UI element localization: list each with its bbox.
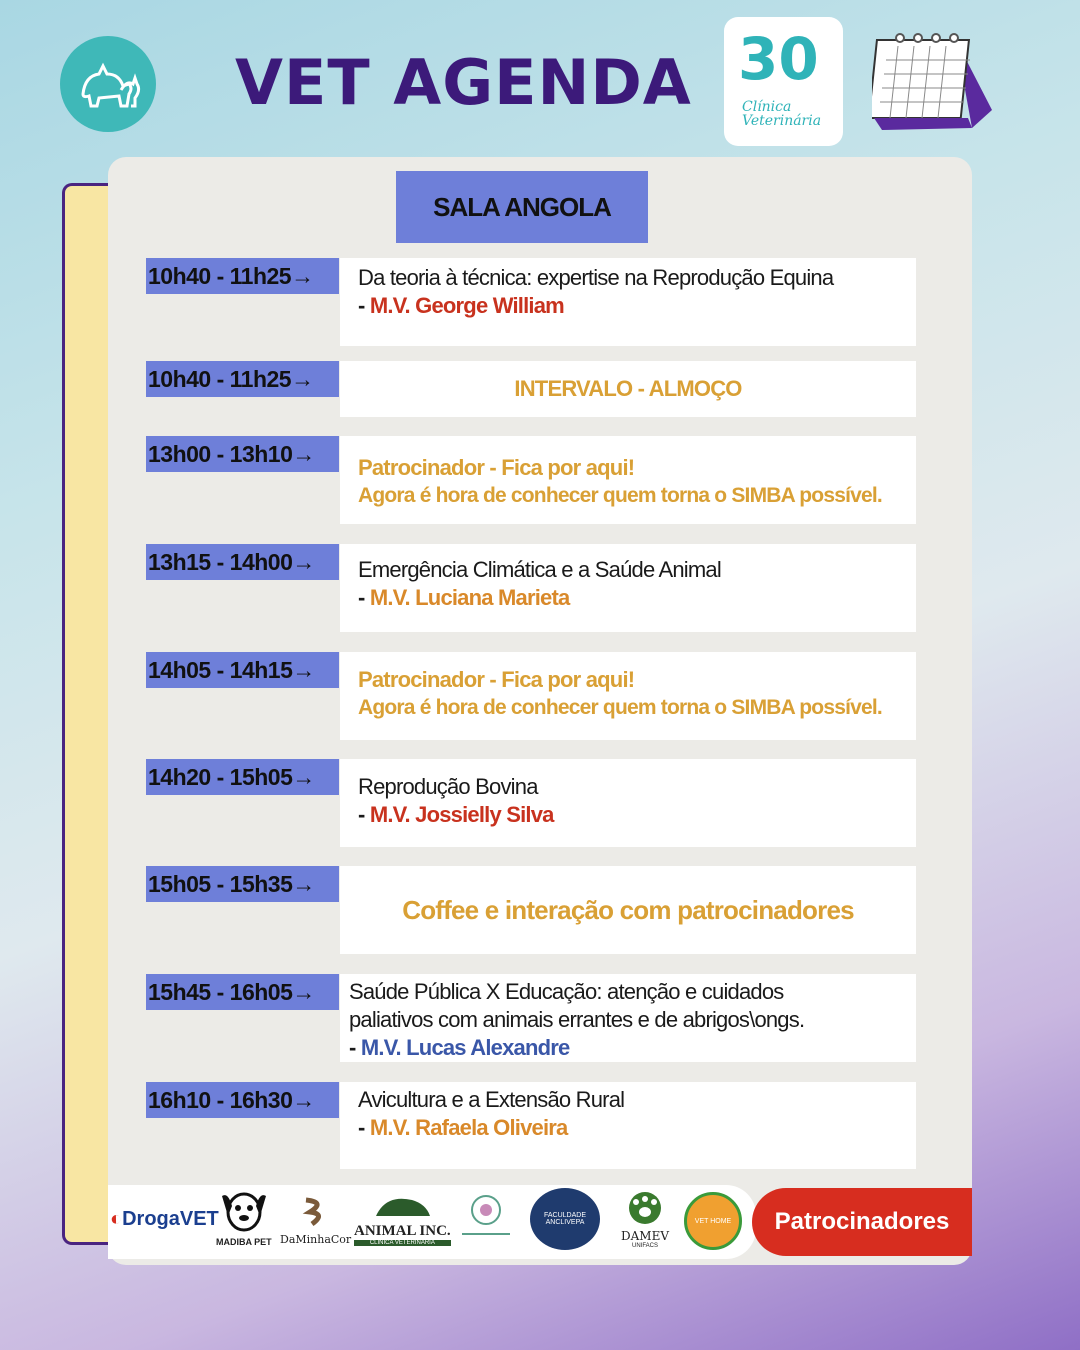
- dog-face-icon: [218, 1190, 270, 1234]
- sponsor-text: Agora é hora de conhecer quem torna o SIMBA possível.: [358, 484, 882, 507]
- sponsor-damev: DAMEV UNIFACS: [614, 1190, 676, 1249]
- badge-number: 30: [738, 25, 819, 93]
- sponsor-card: [340, 652, 916, 740]
- session-card: [340, 974, 916, 1062]
- coffee-card: Coffee e interação com patrocinadores: [340, 866, 916, 954]
- page-title: VET AGENDA: [235, 46, 692, 119]
- session-speaker: - M.V. George William: [358, 293, 564, 318]
- time-slot: 16h10 - 16h30→: [146, 1082, 339, 1118]
- session-title: Da teoria à técnica: expertise na Reprodução Equina: [358, 265, 834, 290]
- break-card: INTERVALO - ALMOÇO: [340, 361, 916, 417]
- time-slot: 10h40 - 11h25→: [146, 361, 339, 397]
- paw-icon: [614, 1190, 676, 1226]
- room-title: SALA ANGOLA: [396, 171, 648, 243]
- time-slot: 13h00 - 13h10→: [146, 436, 339, 472]
- lizard-icon: [356, 1190, 448, 1220]
- sponsor-vethome: VET HOME: [684, 1192, 742, 1250]
- session-card: [340, 759, 916, 847]
- session-speaker: - M.V. Lucas Alexandre: [349, 1035, 570, 1060]
- sponsor-text: Agora é hora de conhecer quem torna o SIMBA possível.: [358, 696, 882, 719]
- sponsor-drogavet: ◐DrogaVET: [110, 1208, 219, 1230]
- sponsor-mv-logo: [454, 1190, 518, 1251]
- session-title: Emergência Climática e a Saúde Animal: [358, 557, 721, 582]
- dog-cat-icon: [73, 54, 143, 114]
- session-title-cont: paliativos com animais errantes e de abrigos\ongs.: [349, 1007, 805, 1032]
- swirl-icon: [286, 1190, 346, 1230]
- session-title: Avicultura e a Extensão Rural: [358, 1087, 625, 1112]
- session-card: [340, 544, 916, 632]
- sponsor-anclivepa: FACULDADE ANCLIVEPA: [530, 1188, 600, 1250]
- session-card: [340, 1082, 916, 1169]
- session-card: [340, 258, 916, 346]
- time-slot: 10h40 - 11h25→: [146, 258, 339, 294]
- sponsor-madiba: MADIBA PET: [216, 1190, 272, 1247]
- time-slot: 14h05 - 14h15→: [146, 652, 339, 688]
- session-title: Saúde Pública X Educação: atenção e cuidados: [349, 979, 784, 1004]
- session-speaker: - M.V. Rafaela Oliveira: [358, 1115, 568, 1140]
- session-speaker: - M.V. Luciana Marieta: [358, 585, 570, 610]
- calendar-icon: [872, 30, 996, 132]
- time-slot: 15h45 - 16h05→: [146, 974, 339, 1010]
- sponsor-title: Patrocinador - Fica por aqui!: [358, 667, 635, 692]
- clinic-logo: [60, 36, 156, 132]
- flower-icon: [454, 1190, 518, 1248]
- time-slot: 13h15 - 14h00→: [146, 544, 339, 580]
- time-slot: 15h05 - 15h35→: [146, 866, 339, 902]
- sponsor-animal-inc: ANIMAL INC. CLINICA VETERINARIA: [354, 1190, 451, 1246]
- session-speaker: - M.V. Jossielly Silva: [358, 802, 554, 827]
- sponsor-daminhacor: DaMinhaCor: [280, 1190, 351, 1246]
- badge-line1: Clínica: [742, 99, 792, 115]
- anniversary-badge: [724, 17, 843, 146]
- sponsor-card: [340, 436, 916, 524]
- badge-line2: Veterinária: [742, 113, 822, 129]
- session-title: Reprodução Bovina: [358, 774, 538, 799]
- sponsor-title: Patrocinador - Fica por aqui!: [358, 455, 635, 480]
- time-slot: 14h20 - 15h05→: [146, 759, 339, 795]
- sponsors-label: Patrocinadores: [752, 1188, 972, 1256]
